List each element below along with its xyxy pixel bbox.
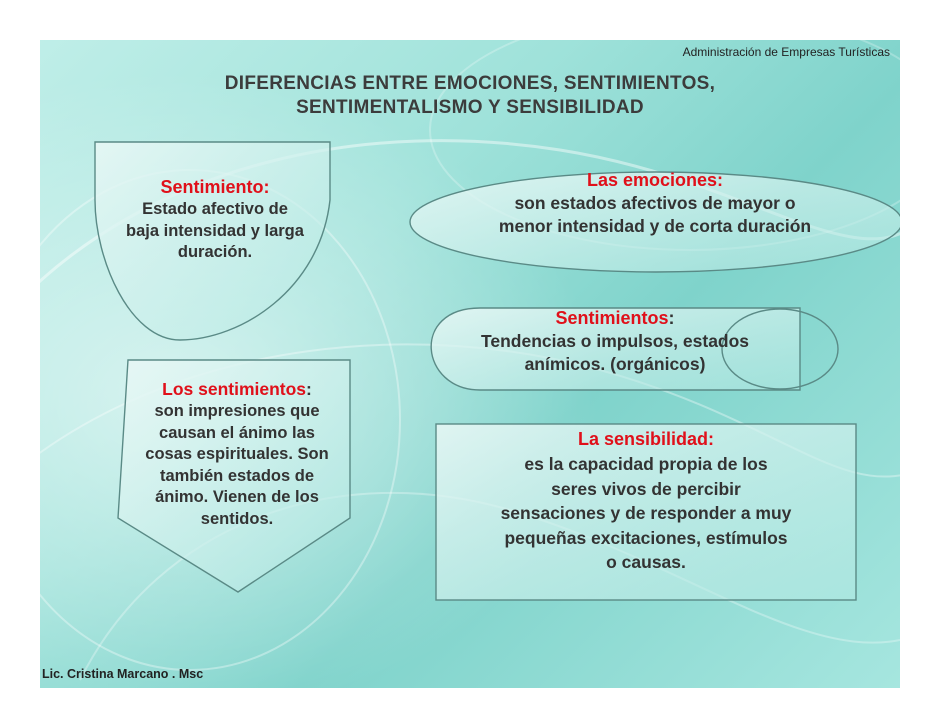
slide-title-line2: SENTIMENTALISMO Y SENSIBILIDAD — [296, 97, 644, 118]
sentimiento-line-2: baja intensidad y larga — [126, 221, 304, 240]
los-sentimientos-line-5: ánimo. Vienen de los — [155, 488, 319, 506]
slide — [40, 40, 900, 688]
los-sentimientos-line-1: son impresiones que — [154, 402, 320, 420]
sensibilidad-line-1: es la capacidad propia de los — [524, 454, 768, 474]
sensibilidad-line-2: seres vivos de percibir — [551, 478, 741, 499]
sentimiento-text — [85, 175, 345, 264]
los-sentimientos-text — [108, 378, 366, 530]
sensibilidad-line-4: pequeñas excitaciones, estímulos — [504, 527, 788, 548]
sentimientos-line-1: Tendencias o impulsos, estados — [480, 331, 750, 351]
sentimientos-heading: Sentimientos — [555, 308, 669, 328]
sensibilidad-line-5: o causas. — [606, 552, 686, 572]
sensibilidad-text — [436, 427, 856, 575]
sensibilidad-line-3: sensaciones y de responder a muy — [500, 503, 792, 523]
sentimientos-heading-row — [425, 306, 805, 330]
los-sentimientos-heading-row — [108, 378, 366, 401]
los-sentimientos-heading: Los sentimientos — [162, 379, 307, 399]
los-sentimientos-colon: : — [306, 379, 312, 399]
emociones-line-2: menor intensidad y de corta duración — [498, 216, 812, 236]
emociones-line-1: son estados afectivos de mayor o — [514, 193, 796, 213]
los-sentimientos-line-2: causan el ánimo las — [159, 423, 315, 442]
emociones-text — [410, 168, 900, 238]
sentimientos-text — [425, 306, 805, 376]
author-footer: Lic. Cristina Marcano . Msc — [42, 667, 204, 681]
sensibilidad-heading: La sensibilidad: — [577, 429, 715, 449]
sentimientos-line-2: anímicos. (orgánicos) — [524, 354, 706, 374]
sentimiento-line-3: duración. — [177, 243, 253, 261]
sentimiento-heading: Sentimiento: — [160, 177, 270, 197]
org-header: Administración de Empresas Turísticas — [682, 45, 890, 59]
los-sentimientos-line-4: también estados de — [159, 466, 315, 485]
sentimientos-colon: : — [668, 308, 675, 328]
los-sentimientos-line-6: sentidos. — [200, 509, 274, 528]
slide-title-line1: DIFERENCIAS ENTRE EMOCIONES, SENTIMIENTOS, — [224, 73, 716, 94]
sentimiento-line-1: Estado afectivo de — [142, 200, 288, 218]
emociones-heading: Las emociones: — [586, 170, 724, 190]
los-sentimientos-line-3: cosas espirituales. Son — [145, 445, 329, 463]
